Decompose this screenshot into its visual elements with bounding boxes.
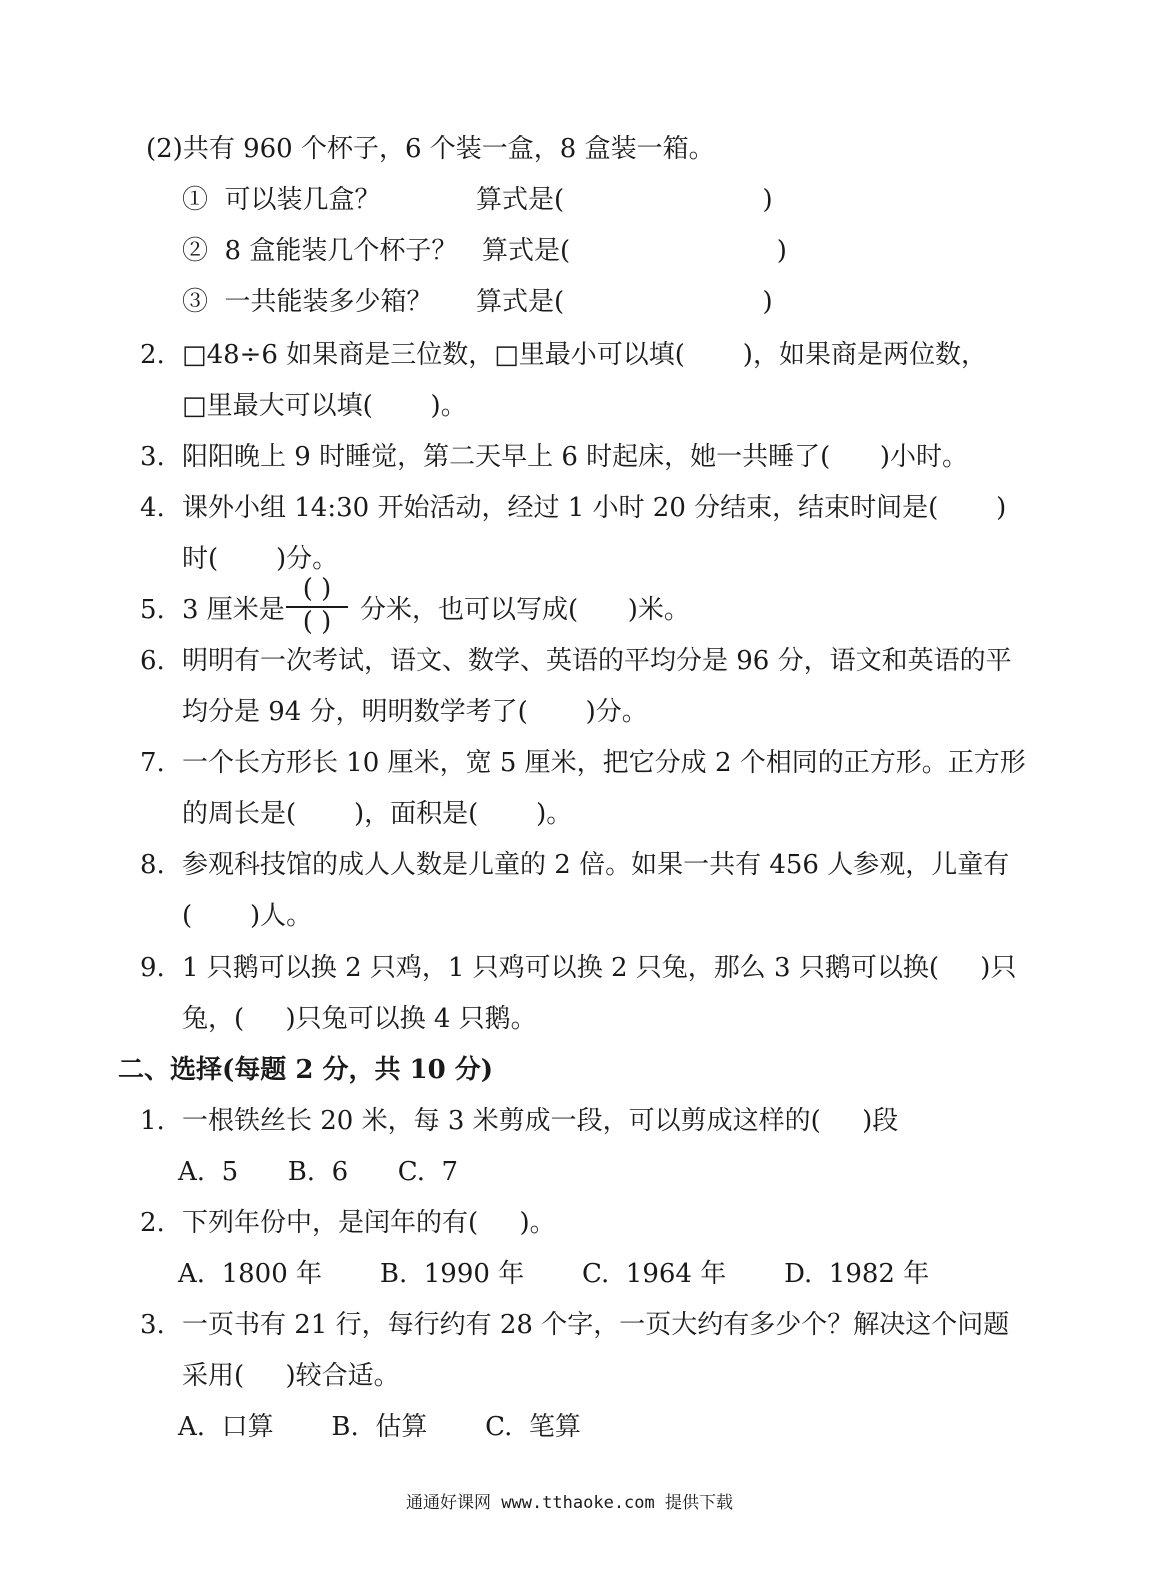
q5-fraction-numerator: ( ) — [302, 574, 332, 604]
s2-q1-number: 1. — [140, 1106, 165, 1136]
q6-line1: 明明有一次考试，语文、数学、英语的平均分是 96 分，语文和英语的平 — [182, 646, 1012, 676]
q4-number: 4. — [140, 493, 165, 523]
s2-q3-number: 3. — [140, 1310, 165, 1340]
s2-q1-options: A. 5 B. 6 C. 7 — [178, 1157, 459, 1187]
s2-q1-stem: 一根铁丝长 20 米，每 3 米剪成一段，可以剪成这样的( )段 — [182, 1106, 899, 1136]
q1-sub2-answer: 算式是( ) — [482, 236, 787, 266]
q3-number: 3. — [140, 442, 165, 472]
q1-sub1-answer: 算式是( ) — [476, 185, 773, 215]
q4-line2: 时( )分。 — [182, 544, 339, 574]
section2-title: 二、选择(每题 2 分，共 10 分) — [118, 1055, 494, 1085]
q4-line1: 课外小组 14:30 开始活动，经过 1 小时 20 分结束，结束时间是( ) — [182, 493, 1007, 523]
s2-q2-number: 2. — [140, 1208, 165, 1238]
q8-number: 8. — [140, 850, 165, 880]
q8-line1: 参观科技馆的成人人数是儿童的 2 倍。如果一共有 456 人参观，儿童有 — [182, 850, 1010, 880]
q7-line1: 一个长方形长 10 厘米，宽 5 厘米，把它分成 2 个相同的正方形。正方形 — [182, 748, 1026, 778]
footer-download-notice: 通通好课网 www.tthaoke.com 提供下载 — [406, 1493, 733, 1513]
q6-number: 6. — [140, 646, 165, 676]
q5-suffix: 分米，也可以写成( )米。 — [360, 595, 690, 625]
q7-number: 7. — [140, 748, 165, 778]
q3-line1: 阳阳晚上 9 时睡觉，第二天早上 6 时起床，她一共睡了( )小时。 — [182, 442, 969, 472]
s2-q3-line1: 一页书有 21 行，每行约有 28 个字，一页大约有多少个？解决这个问题 — [182, 1310, 1010, 1340]
q2-line1: □48÷6 如果商是三位数，□里最小可以填( )，如果商是两位数， — [182, 340, 987, 370]
q1-sub3-answer: 算式是( ) — [476, 287, 773, 317]
q2-line2: □里最大可以填( )。 — [182, 391, 467, 421]
s2-q2-stem: 下列年份中，是闰年的有( )。 — [182, 1208, 556, 1238]
q6-line2: 均分是 94 分，明明数学考了( )分。 — [182, 697, 648, 727]
q1-sub2-question: ② 8 盒能装几个杯子？ — [182, 236, 458, 266]
q9-number: 9. — [140, 953, 165, 983]
q1-sub3-question: ③ 一共能装多少箱？ — [182, 287, 433, 317]
s2-q3-line2: 采用( )较合适。 — [182, 1361, 400, 1391]
q1-part2-stem: (2)共有 960 个杯子，6 个装一盒，8 盒装一箱。 — [146, 134, 715, 164]
q1-sub1-question: ① 可以装几盒？ — [182, 185, 381, 215]
s2-q3-options: A. 口算 B. 估算 C. 笔算 — [178, 1412, 581, 1442]
s2-q2-options: A. 1800 年 B. 1990 年 C. 1964 年 D. 1982 年 — [178, 1259, 930, 1289]
q7-line2: 的周长是( )，面积是( )。 — [182, 799, 573, 829]
q9-line1: 1 只鹅可以换 2 只鸡，1 只鸡可以换 2 只兔，那么 3 只鹅可以换( )只 — [182, 953, 1017, 983]
q5-fraction-denominator: ( ) — [302, 607, 332, 637]
q5-prefix: 3 厘米是 — [182, 595, 285, 625]
q5-number: 5. — [140, 595, 165, 625]
q8-line2: ( )人。 — [182, 901, 313, 931]
q2-number: 2. — [140, 340, 165, 370]
q9-line2: 兔，( )只兔可以换 4 只鹅。 — [182, 1004, 537, 1034]
